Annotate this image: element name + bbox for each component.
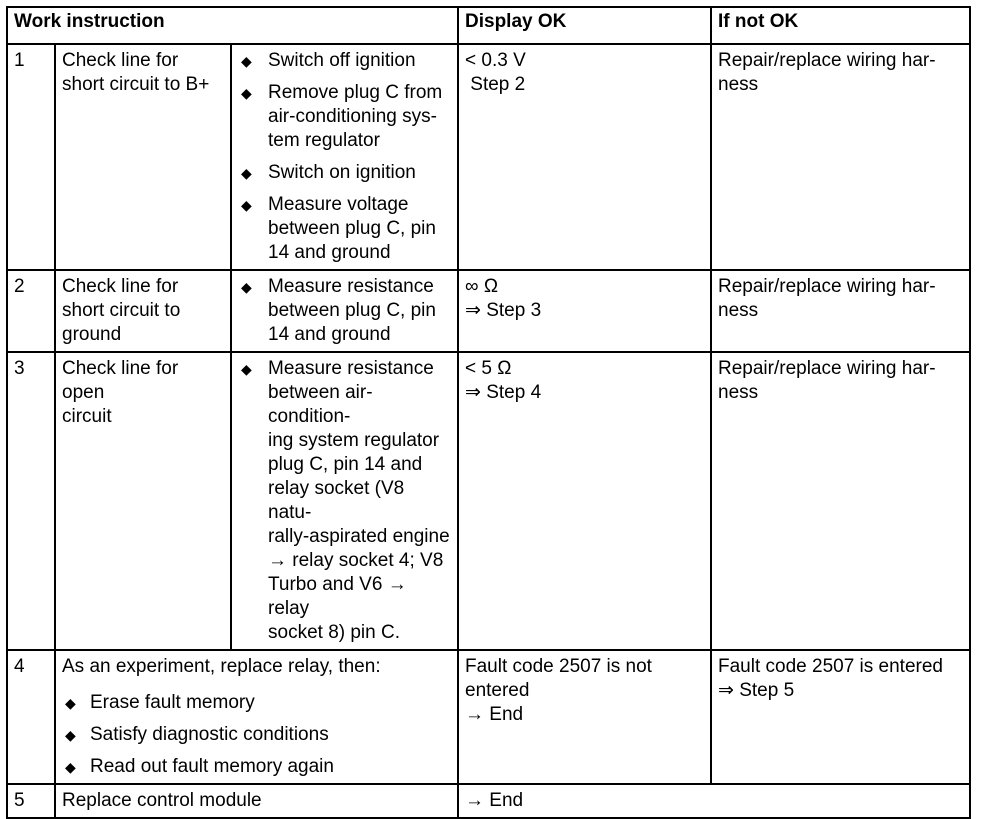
list-item: ◆ Erase fault memory <box>65 692 255 713</box>
replace-module-cell: Replace control module <box>55 784 458 818</box>
diamond-bullet-icon: ◆ <box>241 53 252 69</box>
header-if-not-ok: If not OK <box>711 7 970 44</box>
step-number: 4 <box>7 650 55 784</box>
actions-cell <box>231 44 458 270</box>
table-row <box>7 270 970 352</box>
if-not-ok-cell: Repair/replace wiring har- ness <box>711 44 970 270</box>
display-ok-cell: Fault code 2507 is not entered → End <box>458 650 711 784</box>
diamond-bullet-icon: ◆ <box>65 727 76 743</box>
list-item: ◆ Switch off ignition <box>241 50 416 71</box>
if-not-ok-cell: Fault code 2507 is entered ⇒ Step 5 <box>711 650 970 784</box>
step-number: 5 <box>7 784 55 818</box>
list-item: ◆ Measure resistance between plug C, pin 14 and ground <box>241 276 436 345</box>
check-cell: Check line for short circuit to ground <box>55 270 231 352</box>
diamond-bullet-icon: ◆ <box>241 197 252 213</box>
result-cell: → End <box>458 784 970 818</box>
list-item: ◆ Read out fault memory again <box>65 756 334 777</box>
table-row <box>7 784 970 818</box>
step-number: 3 <box>7 352 55 650</box>
actions-cell <box>231 352 458 650</box>
actions-cell <box>231 270 458 352</box>
diamond-bullet-icon: ◆ <box>241 85 252 101</box>
step-number: 1 <box>7 44 55 270</box>
display-ok-cell: < 0.3 V Step 2 <box>458 44 711 270</box>
list-item: ◆ Satisfy diagnostic conditions <box>65 724 329 745</box>
table-row <box>7 352 970 650</box>
header-row <box>7 7 970 44</box>
step-number: 2 <box>7 270 55 352</box>
display-ok-cell: ∞ Ω ⇒ Step 3 <box>458 270 711 352</box>
diamond-bullet-icon: ◆ <box>241 361 252 377</box>
if-not-ok-cell: Repair/replace wiring har- ness <box>711 352 970 650</box>
list-item: ◆ Switch on ignition <box>241 162 416 183</box>
list-item: ◆ Remove plug C from air-conditioning sys- tem regulator <box>241 82 443 151</box>
check-cell: Check line for short circuit to B+ <box>55 44 231 270</box>
diamond-bullet-icon: ◆ <box>241 165 252 181</box>
list-item: ◆ Measure resistance between air-condition- ing system regulator plug C, pin 14 and relay socket (V8 natu- rally-aspirated engine → relay socket 4; V8 Turbo and V6 → relay socket 8) pin C. <box>241 358 450 643</box>
header-work-instruction: Work instruction <box>7 7 458 44</box>
header-display-ok: Display OK <box>458 7 711 44</box>
list-item: ◆ Measure voltage between plug C, pin 14 and ground <box>241 194 436 263</box>
experiment-intro: As an experiment, replace relay, then: <box>62 656 381 677</box>
check-cell: Check line for open circuit <box>55 352 231 650</box>
work-instruction-table <box>6 6 971 819</box>
diamond-bullet-icon: ◆ <box>65 759 76 775</box>
table-row <box>7 44 970 270</box>
diamond-bullet-icon: ◆ <box>241 279 252 295</box>
if-not-ok-cell: Repair/replace wiring har- ness <box>711 270 970 352</box>
diamond-bullet-icon: ◆ <box>65 695 76 711</box>
display-ok-cell: < 5 Ω ⇒ Step 4 <box>458 352 711 650</box>
